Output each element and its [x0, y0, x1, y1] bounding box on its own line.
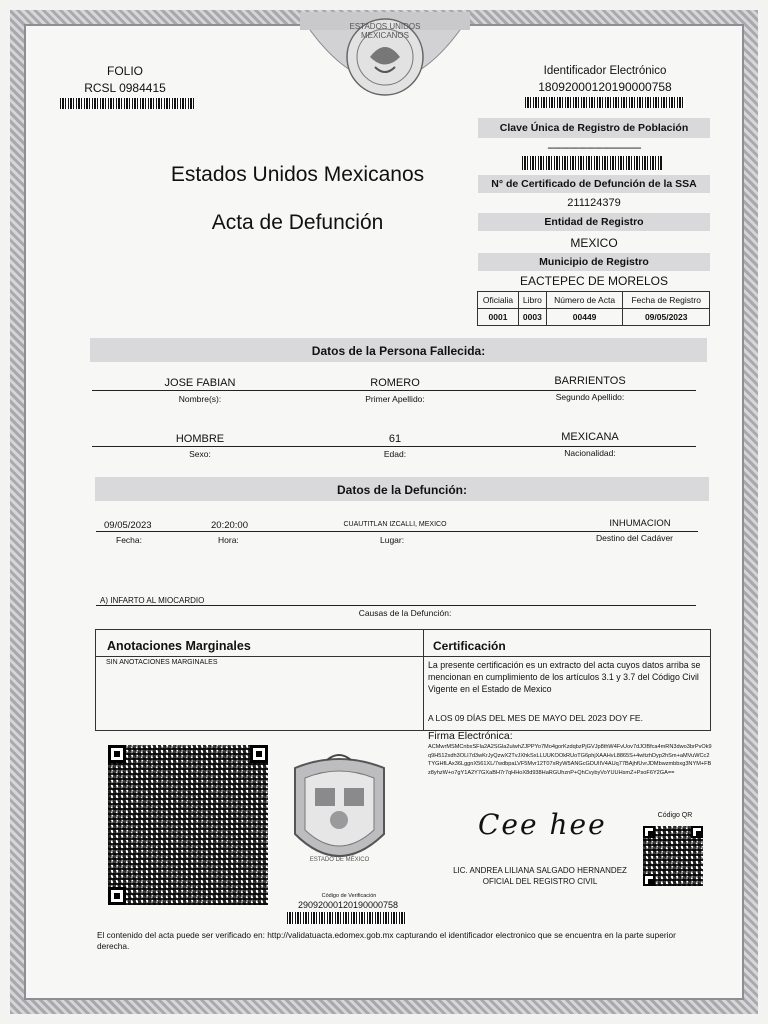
deceased-first-surname: ROMERO	[370, 377, 420, 389]
box-divider	[423, 629, 424, 731]
certification-title: Certificación	[433, 639, 506, 653]
municipio-label: Municipio de Registro	[539, 256, 649, 268]
table-cell: 00449	[546, 309, 623, 326]
deceased-name: JOSE FABIAN	[164, 377, 236, 389]
table-header: Número de Acta	[546, 292, 623, 309]
municipio-value: EACTEPEC DE MORELOS	[519, 274, 669, 288]
curp-value: -----------------------------------	[547, 142, 641, 154]
certification-date: A LOS 09 DÍAS DEL MES DE MAYO DEL 2023 DOY FE.	[428, 713, 643, 723]
signer-name: LIC. ANDREA LILIANA SALGADO HERNANDEZ	[453, 866, 627, 875]
identifier-label: Identificador Electrónico	[543, 65, 667, 77]
registry-table	[477, 291, 710, 326]
name-label: Nombre(s):	[178, 394, 222, 404]
registry-header-row	[478, 292, 710, 309]
small-qr-code	[643, 826, 703, 886]
divider-line	[96, 531, 698, 532]
certification-text: La presente certificación es un extracto del acta cuyos datos arriba se mencionan en cumplimiento de los artículos 3.1 y 3.7 del Código Civil Vigente en el Estado de Mexico	[428, 660, 701, 694]
table-header: Oficialia	[478, 292, 519, 309]
divider-line	[92, 446, 696, 447]
deceased-second-surname: BARRIENTOS	[554, 375, 626, 387]
entidad-label: Entidad de Registro	[544, 216, 644, 228]
death-section-title: Datos de la Defunción:	[336, 483, 467, 497]
table-header: Fecha de Registro	[623, 292, 710, 309]
qr-finder	[250, 745, 268, 763]
sex-label: Sexo:	[189, 449, 211, 459]
verification-code: 29092000120190000758	[297, 900, 399, 910]
death-place: CUAUTITLAN IZCALLI, MEXICO	[343, 521, 447, 528]
identifier-barcode	[525, 97, 685, 108]
folio-value: RCSL 0984415	[84, 81, 166, 95]
time-label: Hora:	[218, 535, 239, 545]
entidad-value: MEXICO	[570, 236, 618, 250]
country-title: Estados Unidos Mexicanos	[170, 163, 425, 186]
death-cause: A) INFARTO AL MIOCARDIO	[100, 596, 205, 605]
qr-finder	[643, 826, 655, 838]
nationality-label: Nacionalidad:	[564, 448, 616, 458]
state-seal-text: ESTADO DE MÉXICO	[309, 857, 370, 863]
first-surname-label: Primer Apellido:	[365, 394, 425, 404]
qr-finder	[643, 874, 655, 886]
identifier-value: 18092000120190000758	[538, 80, 672, 94]
cause-label: Causas de la Defunción:	[358, 608, 452, 618]
annotations-title: Anotaciones Marginales	[107, 639, 251, 653]
folio-label: FOLIO	[106, 64, 143, 78]
age-label: Edad:	[383, 449, 407, 459]
deceased-nationality: MEXICANA	[561, 431, 619, 443]
divider-line	[92, 390, 696, 391]
footer-text: El contenido del acta puede ser verificado en: http://validatuacta.edomex.gob.mx capturando el identificador electronico que se encuentra en la parte superior derecha.	[97, 930, 676, 951]
death-date: 09/05/2023	[104, 520, 152, 531]
signature-hash: ACMwrMSMCnbxSFla2A2SGla2ulwhZJPPYo7Mo4gorKzdqbzPjGVJp8thW4FvUov7dJOBfca4mRN3dwo3brPvOk9q9H512xdh3OLI7d3wKrJyQzwX2TvJXhkSxLLUUKOOkRUoTG6phjXAAHvL8865S+4wltzhDyp2hSm+aMVuWCc2TYGHfLAx36LggnX561XL/7wdbpaLVF5Mvr12T07xRyW5ANGcGDUIIV4AUq77BAjhfUvrJDMbwzmbbxg3NYM+FBz8yhzW+o7gY1A2Y7GXaBH7r7qHHoX8d938HaRGUhznP+QhCvybyVoYUUHsmZ+PsoF6Y2GA==	[428, 744, 712, 776]
date-label: Fecha:	[116, 535, 142, 545]
qr-finder	[691, 826, 703, 838]
second-surname-label: Segundo Apellido:	[555, 392, 625, 402]
registry-value-row	[478, 309, 710, 326]
folio-barcode	[60, 98, 195, 109]
destination-label: Destino del Cadáver	[596, 533, 674, 543]
death-destination: INHUMACION	[609, 518, 671, 529]
table-cell: 09/05/2023	[623, 309, 710, 326]
verification-barcode	[287, 912, 407, 924]
table-cell: 0003	[518, 309, 546, 326]
table-cell: 0001	[478, 309, 519, 326]
deceased-section-title: Datos de la Persona Fallecida:	[311, 344, 486, 358]
deceased-age: 61	[388, 433, 402, 445]
deceased-sex: HOMBRE	[175, 433, 225, 445]
verification-qr-code	[108, 745, 268, 905]
curp-label: Clave Única de Registro de Población	[499, 122, 689, 134]
place-label: Lugar:	[380, 535, 405, 545]
qr-code-label: Código QR	[657, 812, 693, 819]
annotations-text: SIN ANOTACIONES MARGINALES	[106, 659, 218, 666]
death-time: 20:20:00	[211, 520, 248, 531]
box-divider	[95, 656, 711, 657]
verification-label: Código de Verificación	[321, 893, 377, 899]
handwritten-signature: Cee hee	[478, 808, 607, 841]
signature-label: Firma Electrónica:	[428, 730, 513, 742]
cert-value: 211124379	[567, 197, 621, 209]
cert-label: N° de Certificado de Defunción de la SSA	[491, 178, 697, 190]
signer-role: OFICIAL DEL REGISTRO CIVIL	[482, 877, 598, 886]
curp-barcode	[522, 156, 662, 170]
document-title: Acta de Defunción	[211, 211, 384, 234]
qr-finder	[108, 745, 126, 763]
seal-text: ESTADOS UNIDOS MEXICANOS	[349, 22, 421, 40]
divider-line	[96, 605, 696, 606]
table-header: Libro	[518, 292, 546, 309]
qr-finder	[108, 887, 126, 905]
